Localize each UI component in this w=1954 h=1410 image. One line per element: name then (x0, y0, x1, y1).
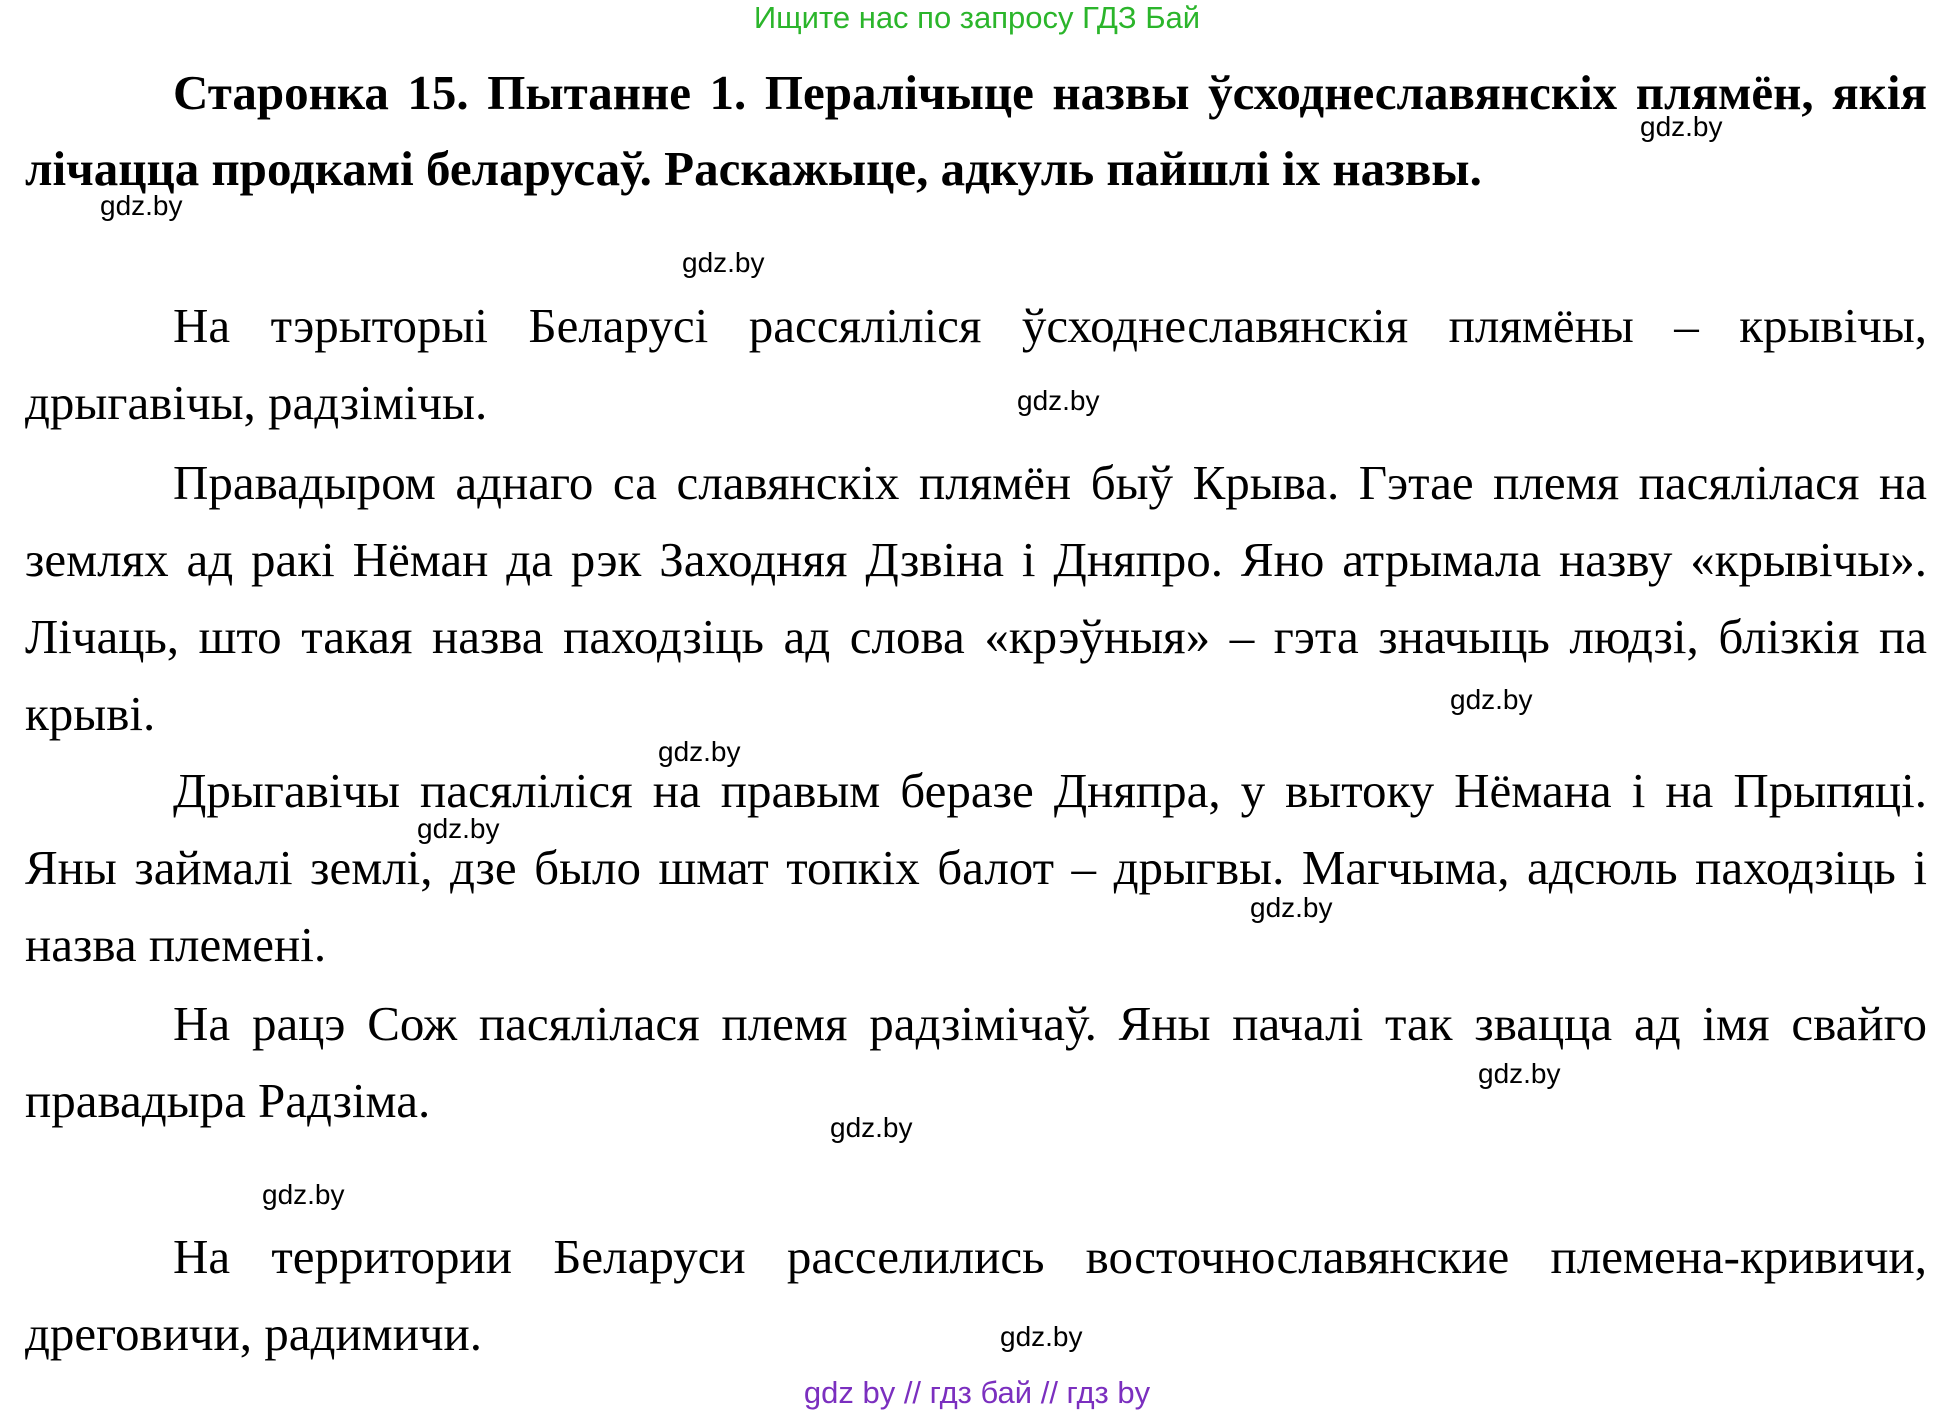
watermark: gdz.by (682, 247, 765, 278)
answer-paragraph-2: Правадыром аднаго са славянскіх плямён быў Крыва. Гэтае племя пасялілася на землях ад ракі Нёман да рэк Заходняя Дзвіна і Дняпро. Яно атрымала назву «крывічы». Лічаць, што такая назва паходзіць ад слова «крэўныя» – гэта значыць людзі, блізкія па крыві. (25, 455, 1927, 741)
watermark: gdz.by (658, 736, 741, 767)
question-heading: Старонка 15. Пытанне 1. Пералічыце назвы ўсходнеславянскіх плямён, якія лічацца продкамі беларусаў. Раскажыце, адкуль пайшлі іх назвы. (25, 65, 1927, 196)
watermark: gdz.by (830, 1112, 913, 1143)
watermark: gdz.by (100, 190, 183, 221)
bottom-banner: gdz by // гдз бай // гдз by (803, 1375, 1151, 1410)
watermark: gdz.by (1450, 684, 1533, 715)
russian-paragraph: На территории Беларуси расселились восточнославянские племена-кривичи, дреговичи, радимичи. (25, 1229, 1927, 1361)
watermark: gdz.by (1000, 1321, 1083, 1352)
watermark: gdz.by (262, 1179, 345, 1210)
answer-paragraph-4: На рацэ Сож пасялілася племя радзімічаў. Яны пачалі так звацца ад імя свайго правадыра Радзіма. (25, 996, 1927, 1128)
top-banner: Ищите нас по запросу ГДЗ Бай (753, 0, 1201, 35)
watermark: gdz.by (1017, 385, 1100, 416)
watermark: gdz.by (1640, 111, 1723, 142)
answer-paragraph-3: Дрыгавічы пасяліліся на правым беразе Дняпра, у вытоку Нёмана і на Прыпяці. Яны займалі землі, дзе было шмат топкіх балот – дрыгвы. Магчыма, адсюль паходзіць і назва племені. (25, 763, 1927, 972)
answer-paragraph-1: На тэрыторыі Беларусі рассяліліся ўсходнеславянскія плямёны – крывічы, дрыгавічы, радзімічы. (25, 298, 1927, 430)
watermark: gdz.by (417, 813, 500, 844)
watermark: gdz.by (1250, 892, 1333, 923)
watermark: gdz.by (1478, 1058, 1561, 1089)
